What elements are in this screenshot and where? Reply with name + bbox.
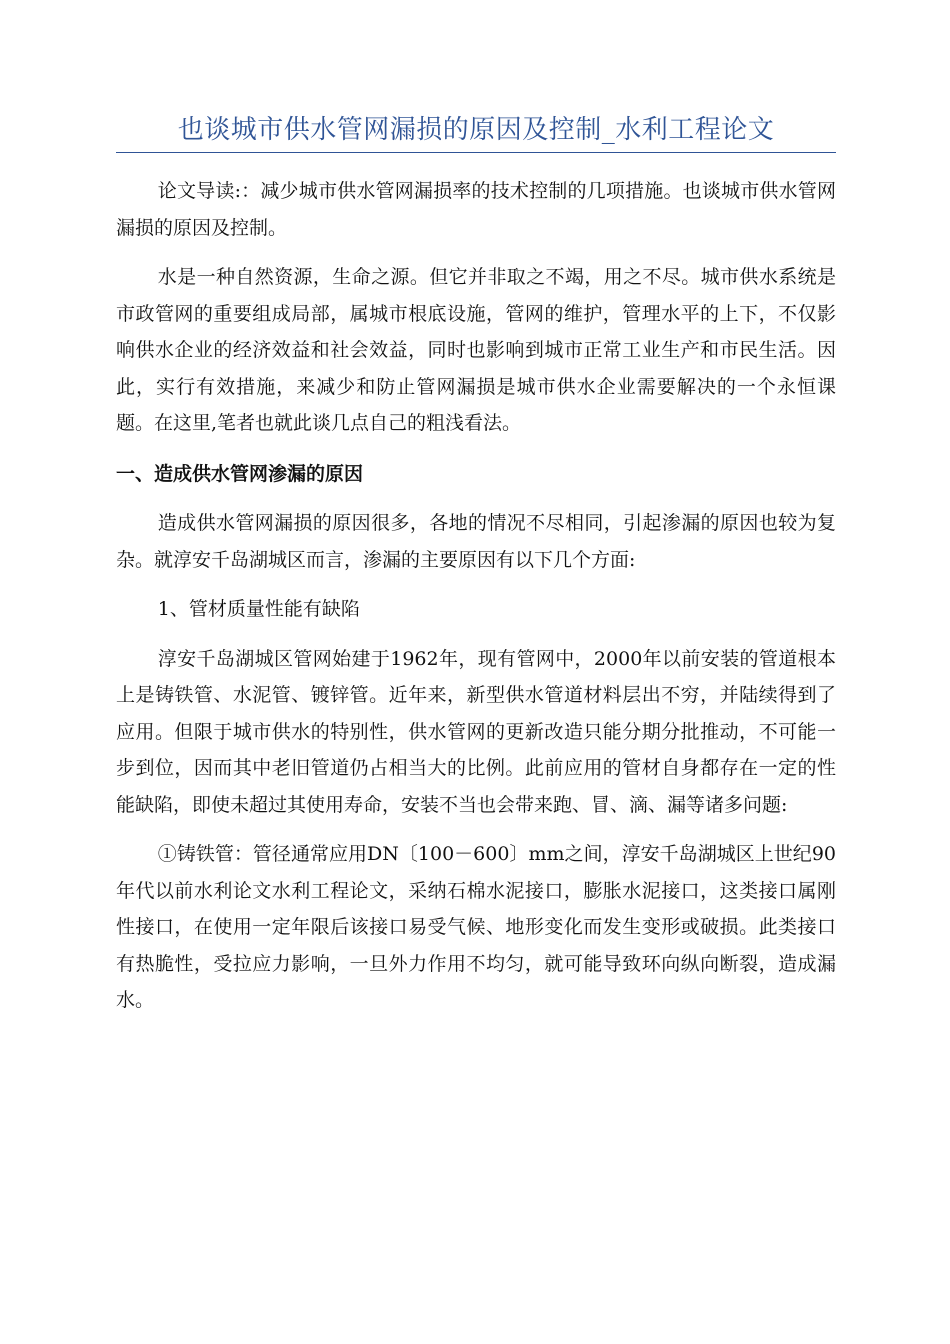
intro-paragraph: 论文导读:：减少城市供水管网漏损率的技术控制的几项措施。也谈城市供水管网漏损的原因及控制。 <box>116 180 836 239</box>
document-page <box>116 108 836 1019</box>
body-paragraph-4: ①铸铁管：管径通常应用DN〔100－600〕mm之间，淳安千岛湖城区上世纪90年代以前水利论文水利工程论文，采纳石棉水泥接口，膨胀水泥接口，这类接口属刚性接口，在使用一定年限后该接口易受气候、地形变化而发生变形或破损。此类接口有热脆性，受拉应力影响，一旦外力作用不均匀，就可能导致环向纵向断裂，造成漏水。 <box>116 843 836 1011</box>
document-title <box>116 108 836 153</box>
document-title-text: 也谈城市供水管网漏损的原因及控制_水利工程论文 <box>177 115 775 145</box>
body-paragraph-2: 造成供水管网漏损的原因很多，各地的情况不尽相同，引起渗漏的原因也较为复杂。就淳安千岛湖城区而言，渗漏的主要原因有以下几个方面: <box>116 512 836 571</box>
body-paragraph-1: 水是一种自然资源，生命之源。但它并非取之不竭，用之不尽。城市供水系统是市政管网的重要组成局部，属城市根底设施，管网的维护，管理水平的上下，不仅影响供水企业的经济效益和社会效益，同时也影响到城市正常工业生产和市民生活。因此，实行有效措施，来减少和防止管网漏损是城市供水企业需要解决的一个永恒课题。在这里,笔者也就此谈几点自己的粗浅看法。 <box>116 266 836 434</box>
body-paragraph-3: 淳安千岛湖城区管网始建于1962年，现有管网中，2000年以前安装的管道根本上是铸铁管、水泥管、镀锌管。近年来，新型供水管道材料层出不穷，并陆续得到了应用。但限于城市供水的特别性，供水管网的更新改造只能分期分批推动，不可能一步到位，因而其中老旧管道仍占相当大的比例。此前应用的管材自身都存在一定的性能缺陷，即使未超过其使用寿命，安装不当也会带来跑、冒、滴、漏等诸多问题: <box>116 647 836 816</box>
section-heading-1: 一、造成供水管网渗漏的原因 <box>116 462 364 485</box>
subheading-1: 1、管材质量性能有缺陷 <box>157 598 360 620</box>
